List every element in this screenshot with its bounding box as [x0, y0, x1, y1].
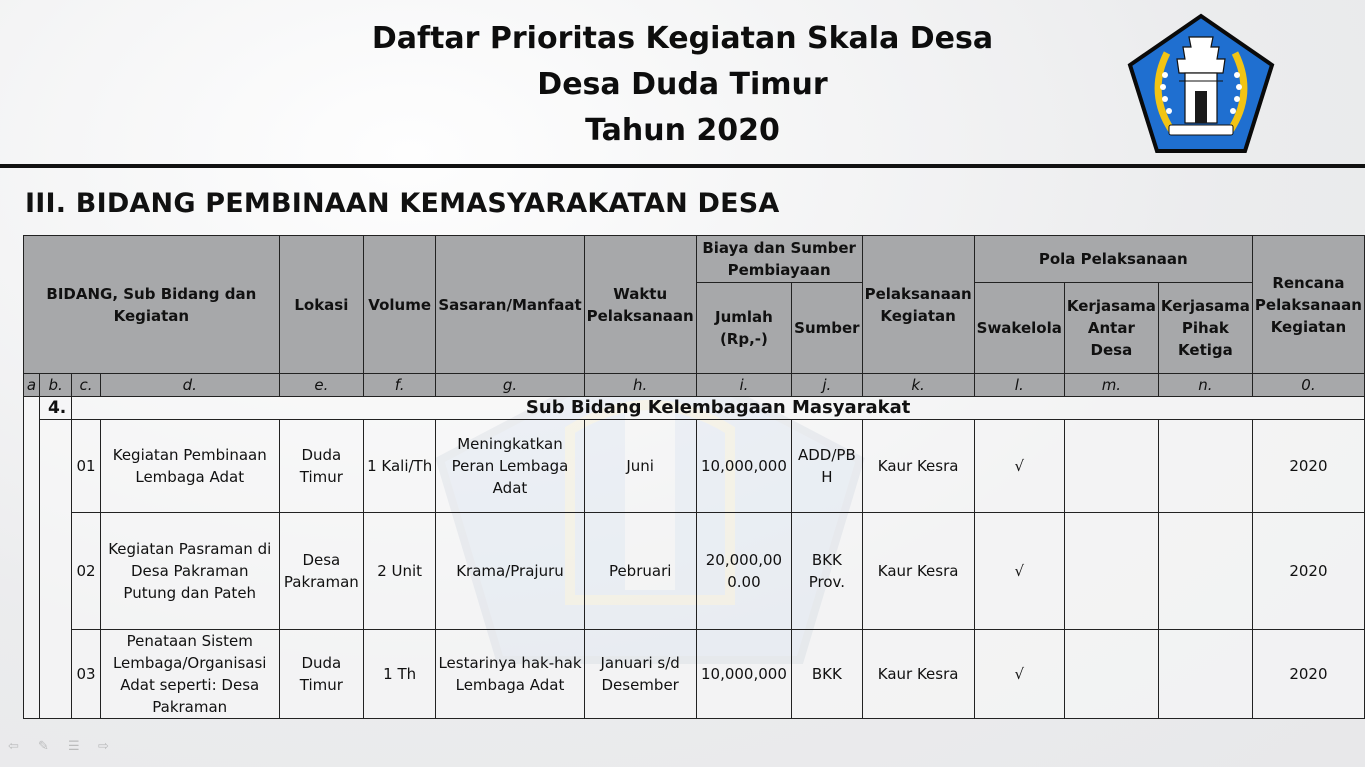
col-letter: e.: [279, 374, 363, 397]
row-pelaksana: Kaur Kesra: [862, 513, 974, 630]
row-code: 02: [72, 513, 100, 630]
col-letter: g.: [436, 374, 584, 397]
col-letter: m.: [1064, 374, 1158, 397]
sub-bidang-name: Sub Bidang Kelembagaan Masyarakat: [72, 397, 1365, 420]
header-biaya-group: Biaya dan Sumber Pembiayaan: [696, 236, 862, 283]
row-volume: 1 Kali/Th: [364, 420, 436, 513]
row-kerjasama-pihak: [1158, 420, 1252, 513]
slide-controls: [8, 740, 114, 754]
row-rencana: 2020: [1252, 420, 1364, 513]
row-lokasi: Duda Timur: [279, 630, 363, 719]
row-volume: 2 Unit: [364, 513, 436, 630]
col-letter: 0.: [1252, 374, 1364, 397]
row-swakelola: √: [974, 630, 1064, 719]
row-jumlah: 10,000,000: [696, 630, 791, 719]
row-kerjasama-antar: [1064, 513, 1158, 630]
row-code: 03: [72, 630, 100, 719]
header-lokasi: Lokasi: [279, 236, 363, 374]
row-jumlah: 10,000,000: [696, 420, 791, 513]
next-arrow-icon[interactable]: ⇨: [98, 739, 109, 754]
table-row: [24, 513, 1365, 630]
col-letter: i.: [696, 374, 791, 397]
row-kerjasama-antar: [1064, 420, 1158, 513]
row-kegiatan: Kegiatan Pasraman di Desa Pakraman Putung dan Pateh: [100, 513, 279, 630]
row-waktu: Januari s/d Desember: [584, 630, 696, 719]
row-jumlah: 20,000,000.00: [696, 513, 791, 630]
row-sumber: ADD/PBH: [792, 420, 862, 513]
regency-emblem-icon: [1127, 13, 1275, 155]
row-swakelola: √: [974, 420, 1064, 513]
header-bidang: BIDANG, Sub Bidang dan Kegiatan: [24, 236, 280, 374]
col-letter: b.: [39, 374, 71, 397]
header-sumber: Sumber: [792, 283, 862, 374]
row-swakelola: √: [974, 513, 1064, 630]
sub-bidang-number: 4.: [39, 397, 71, 420]
table-row: [24, 420, 1365, 513]
blank-cell: [39, 420, 71, 719]
row-rencana: 2020: [1252, 630, 1364, 719]
header-rencana: Rencana Pelaksanaan Kegiatan: [1252, 236, 1364, 374]
row-pelaksana: Kaur Kesra: [862, 630, 974, 719]
row-code: 01: [72, 420, 100, 513]
col-letter: h.: [584, 374, 696, 397]
header-pelaksana: Pelaksanaan Kegiatan: [862, 236, 974, 374]
header-divider: [0, 164, 1365, 168]
header-pola-group: Pola Pelaksanaan: [974, 236, 1252, 283]
row-pelaksana: Kaur Kesra: [862, 420, 974, 513]
header-sasaran: Sasaran/Manfaat: [436, 236, 584, 374]
header-kerjasama-pihak-ketiga: Kerjasama Pihak Ketiga: [1158, 283, 1252, 374]
table-row: [24, 630, 1365, 719]
row-kerjasama-pihak: [1158, 513, 1252, 630]
header-row-top: [24, 236, 1365, 283]
col-letter: n.: [1158, 374, 1252, 397]
row-kerjasama-pihak: [1158, 630, 1252, 719]
pen-icon[interactable]: ✎: [38, 739, 49, 754]
row-kerjasama-antar: [1064, 630, 1158, 719]
col-letter: c.: [72, 374, 100, 397]
row-kegiatan: Penataan Sistem Lembaga/Organisasi Adat seperti: Desa Pakraman: [100, 630, 279, 719]
row-rencana: 2020: [1252, 513, 1364, 630]
row-sasaran: Krama/Prajuru: [436, 513, 584, 630]
header-kerjasama-antar-desa: Kerjasama Antar Desa: [1064, 283, 1158, 374]
col-letter: f.: [364, 374, 436, 397]
title-line-3: Tahun 2020: [585, 113, 780, 148]
row-lokasi: Desa Pakraman: [279, 513, 363, 630]
row-waktu: Juni: [584, 420, 696, 513]
menu-icon[interactable]: ☰: [68, 739, 80, 754]
col-letter: a: [24, 374, 40, 397]
row-sumber: BKK Prov.: [792, 513, 862, 630]
section-title: III. BIDANG PEMBINAAN KEMASYARAKATAN DESA: [25, 188, 780, 219]
column-letter-row: [24, 374, 1365, 397]
col-letter: l.: [974, 374, 1064, 397]
sub-bidang-row: [24, 397, 1365, 420]
row-lokasi: Duda Timur: [279, 420, 363, 513]
header-jumlah: Jumlah (Rp,-): [696, 283, 791, 374]
priority-table: [23, 235, 1365, 719]
header-volume: Volume: [364, 236, 436, 374]
title-line-2: Desa Duda Timur: [537, 67, 828, 102]
title-line-1: Daftar Prioritas Kegiatan Skala Desa: [371, 21, 994, 56]
row-sasaran: Meningkatkan Peran Lembaga Adat: [436, 420, 584, 513]
col-letter: j.: [792, 374, 862, 397]
row-waktu: Pebruari: [584, 513, 696, 630]
col-letter: d.: [100, 374, 279, 397]
previous-arrow-icon[interactable]: ⇦: [8, 739, 19, 754]
col-letter: k.: [862, 374, 974, 397]
row-kegiatan: Kegiatan Pembinaan Lembaga Adat: [100, 420, 279, 513]
header-waktu: Waktu Pelaksanaan: [584, 236, 696, 374]
blank-cell: [24, 397, 40, 719]
header-swakelola: Swakelola: [974, 283, 1064, 374]
row-sasaran: Lestarinya hak-hak Lembaga Adat: [436, 630, 584, 719]
row-sumber: BKK: [792, 630, 862, 719]
row-volume: 1 Th: [364, 630, 436, 719]
